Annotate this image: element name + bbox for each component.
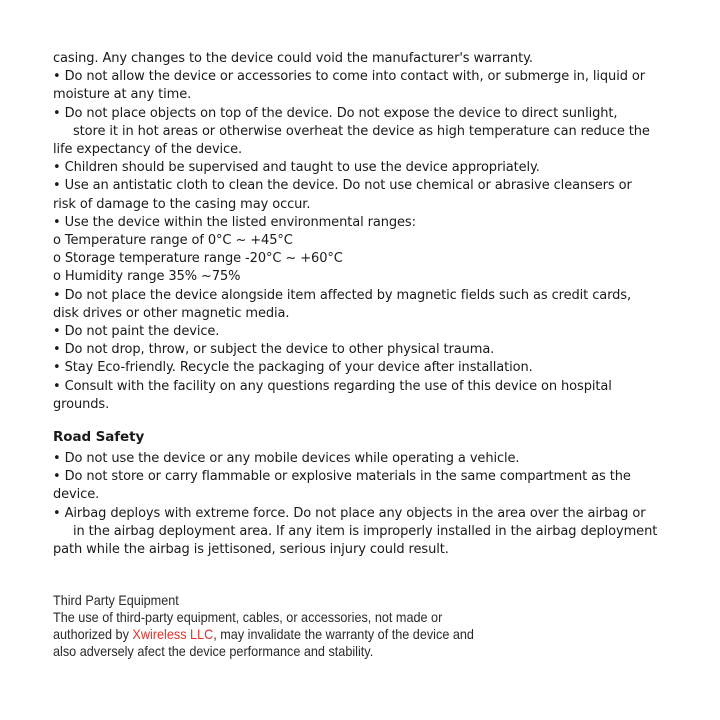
third-party-line-2-start: authorized by xyxy=(53,627,133,642)
list-item xyxy=(53,214,673,232)
list-item-line: • Do not place objects on top of the device. Do not expose the device to direct sunlight, xyxy=(53,105,618,121)
list-item xyxy=(53,378,673,414)
safety-document xyxy=(53,50,673,559)
list-item-line: path while the airbag is jettisoned, serious injury could result. xyxy=(53,542,449,558)
list-item-line: • Consult with the facility on any questions regarding the use of this device on hospital xyxy=(53,378,612,394)
list-item-line: • Children should be supervised and taught to use the device appropriately. xyxy=(53,160,540,176)
list-item-line: disk drives or other magnetic media. xyxy=(53,305,290,321)
third-party-line-2 xyxy=(53,626,574,643)
list-item-line: • Use an antistatic cloth to clean the device. Do not use chemical or abrasive cleansers or xyxy=(53,178,632,194)
list-item xyxy=(53,105,673,160)
list-item-line: • Do not place the device alongside item affected by magnetic fields such as credit cards, xyxy=(53,287,631,303)
list-item-line: risk of damage to the casing may occur. xyxy=(53,196,311,212)
list-item-line: store it in hot areas or otherwise overheat the device as high temperature can reduce the xyxy=(73,123,650,139)
list-item-line: • Do not use the device or any mobile devices while operating a vehicle. xyxy=(53,451,520,467)
list-item-line: o Humidity range 35% ~75% xyxy=(53,269,241,285)
third-party-line-2-end: , may invalidate the warranty of the device and xyxy=(213,627,474,642)
list-item xyxy=(53,159,673,177)
list-item-line: • Do not paint the device. xyxy=(53,324,220,340)
list-item-line: in the airbag deployment area. If any item is improperly installed in the airbag deployment xyxy=(73,523,658,539)
list-item xyxy=(53,468,673,504)
general-safety-list xyxy=(53,68,673,414)
list-item xyxy=(53,268,673,286)
list-item-line: • Do not allow the device or accessories to come into contact with, or submerge in, liquid or xyxy=(53,69,645,85)
road-safety-heading: Road Safety xyxy=(53,429,145,446)
list-item xyxy=(53,341,673,359)
road-safety-list xyxy=(53,450,673,559)
brand-name: Xwireless LLC xyxy=(132,627,214,642)
list-item xyxy=(53,232,673,250)
list-item xyxy=(53,323,673,341)
list-item-line: • Use the device within the listed environmental ranges: xyxy=(53,214,416,230)
third-party-heading: Third Party Equipment xyxy=(53,593,179,608)
list-item-line: grounds. xyxy=(53,396,110,412)
list-item-line: o Storage temperature range -20°C ~ +60°C xyxy=(53,251,343,267)
list-item-line: • Airbag deploys with extreme force. Do not place any objects in the area over the airbag or xyxy=(53,505,646,521)
list-item xyxy=(53,250,673,268)
list-item-line: • Do not drop, throw, or subject the device to other physical trauma. xyxy=(53,342,495,358)
list-item-line: o Temperature range of 0°C ~ +45°C xyxy=(53,233,293,249)
intro-line: casing. Any changes to the device could void the manufacturer's warranty. xyxy=(53,51,533,66)
list-item xyxy=(53,450,673,468)
list-item xyxy=(53,177,673,213)
third-party-section xyxy=(53,592,574,660)
list-item-line: • Do not store or carry flammable or explosive materials in the same compartment as the xyxy=(53,469,631,485)
list-item-line: • Stay Eco-friendly. Recycle the packaging of your device after installation. xyxy=(53,360,533,376)
third-party-line-3: also adversely afect the device performance and stability. xyxy=(53,644,374,659)
list-item-line: device. xyxy=(53,487,100,503)
list-item xyxy=(53,359,673,377)
third-party-line-1: The use of third-party equipment, cables, or accessories, not made or xyxy=(53,610,443,625)
list-item xyxy=(53,287,673,323)
general-safety-section xyxy=(53,50,673,559)
list-item-line: moisture at any time. xyxy=(53,87,192,103)
list-item xyxy=(53,505,673,560)
list-item xyxy=(53,68,673,104)
list-item-line: life expectancy of the device. xyxy=(53,142,243,158)
